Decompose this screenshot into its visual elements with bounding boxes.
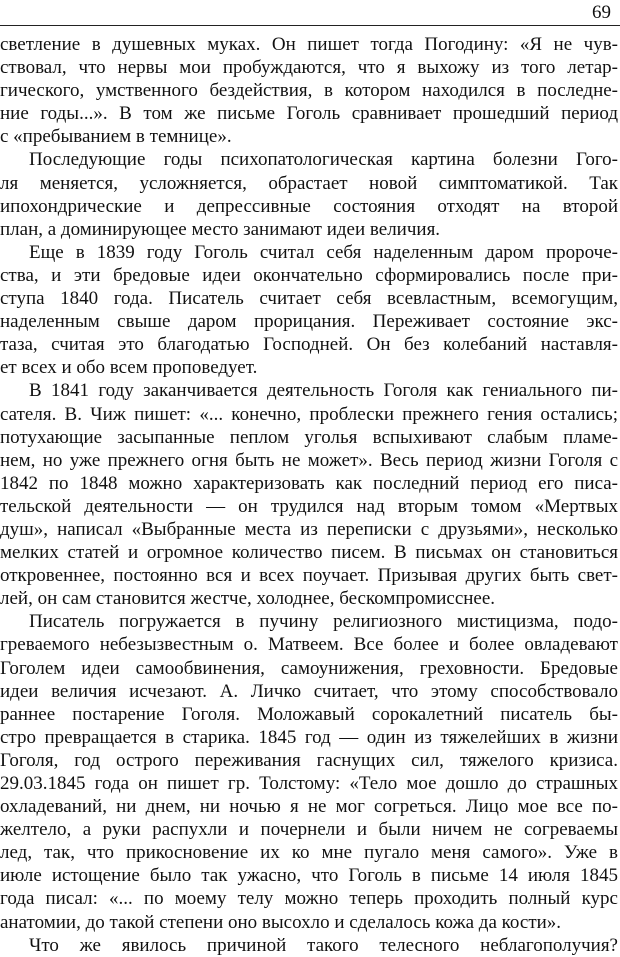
text-line: Последующие годы психопатологическая картина болезни Гого- bbox=[29, 149, 618, 171]
text-line: наделенным свыше даром прорицания. Переживает состояние экс- bbox=[0, 311, 618, 333]
text-line: ние годы...». В том же письме Гоголь сравнивает прошедший период bbox=[0, 103, 618, 125]
text-line: Гоголя, год острого переживания гаснущих сил, тяжелого кризиса. bbox=[0, 749, 618, 771]
text-line: Еще в 1839 году Гоголь считал себя наделенным даром пророче- bbox=[29, 241, 618, 263]
text-line: Что же явилось причиной такого телесного неблагополучия? bbox=[29, 934, 618, 956]
text-line: Писатель погружается в пучину религиозного мистицизма, подо- bbox=[29, 611, 618, 633]
text-line: гического, умственного бездействия, в котором находился в последне- bbox=[0, 80, 618, 102]
text-line: лей, он сам становится жестче, холоднее, бескомпромисснее. bbox=[0, 588, 496, 610]
text-line: греваемого небезызвестным о. Матвеем. Все более и более овладевают bbox=[0, 634, 618, 656]
header-rule bbox=[0, 25, 620, 26]
text-line: ипохондрические и депрессивные состояния отходят на второй bbox=[0, 195, 618, 217]
text-line: 1842 по 1848 можно характеризовать как последний период его писа- bbox=[0, 472, 618, 494]
text-line: анатомии, до такой степени оно высохло и сделалось кожа да кости». bbox=[0, 911, 562, 933]
text-line: сателя. В. Чиж пишет: «... конечно, проблески прежнего гения остались; bbox=[0, 403, 618, 425]
text-line: нем, но уже прежнего огня быть не может». Весь период жизни Гоголя с bbox=[0, 449, 618, 471]
text-line: идеи величия исчезают. А. Личко считает, что этому способствовало bbox=[0, 680, 618, 702]
text-body bbox=[0, 33, 618, 957]
text-line: ет всех и обо всем проповедует. bbox=[0, 357, 258, 379]
text-line: ступа 1840 года. Писатель считает себя всевластным, всемогущим, bbox=[0, 288, 618, 310]
text-line: Гоголем идеи самообвинения, самоунижения, греховности. Бредовые bbox=[0, 657, 618, 679]
text-line: мелких статей и огромное количество писем. В письмах он становиться bbox=[0, 542, 618, 564]
text-line: откровеннее, постоянно вся и всех поучает. Призывая других быть свет- bbox=[0, 565, 618, 587]
text-line: лед, так, что прикосновение их ко мне пугало меня самого». Уже в bbox=[0, 842, 618, 864]
text-line: охладеваний, ни днем, ни ночью я не мог согреться. Лицо мое все по- bbox=[0, 796, 618, 818]
text-line: план, а доминирующее место занимают идеи величия. bbox=[0, 218, 441, 240]
text-line: светление в душевных муках. Он пишет тогда Погодину: «Я не чув- bbox=[0, 34, 618, 55]
text-line: стро превращается в старика. 1845 год — один из тяжелейших в жизни bbox=[0, 726, 618, 748]
text-line: 29.03.1845 года он пишет гр. Толстому: «Тело мое дошло до страшных bbox=[0, 773, 618, 794]
text-line: года писал: «... по моему телу можно теперь проходить полный курс bbox=[0, 888, 618, 910]
text-line: тельской деятельности — он трудился над вторым томом «Мертвых bbox=[0, 495, 618, 517]
page-number: 69 bbox=[592, 2, 611, 23]
text-line: ля меняется, усложняется, обрастает новой симптоматикой. Так bbox=[0, 172, 618, 194]
text-line: потухающие засыпанные пеплом уголья вспыхивают слабым пламе- bbox=[0, 426, 618, 448]
text-line: желтело, а руки распухли и почернели и были ничем не согреваемы bbox=[0, 819, 618, 841]
text-line: ства, и эти бредовые идеи окончательно сформировались после при- bbox=[0, 264, 618, 286]
text-line: раннее постарение Гоголя. Моложавый сорокалетний писатель бы- bbox=[0, 703, 618, 725]
text-line: душ», написал «Выбранные места из переписки с друзьями», несколько bbox=[0, 518, 618, 540]
text-line: с «пребыванием в темнице». bbox=[0, 126, 232, 148]
text-line: июле истощение было так ужасно, что Гоголь в письме 14 июля 1845 bbox=[0, 865, 618, 887]
text-line: ствовал, что нервы мои пробуждаются, что я выхожу из того летар- bbox=[0, 57, 618, 79]
text-line: В 1841 году заканчивается деятельность Гоголя как гениального пи- bbox=[29, 380, 618, 402]
text-line: таза, считая это благодатью Господней. Он без колебаний наставля- bbox=[0, 334, 618, 356]
